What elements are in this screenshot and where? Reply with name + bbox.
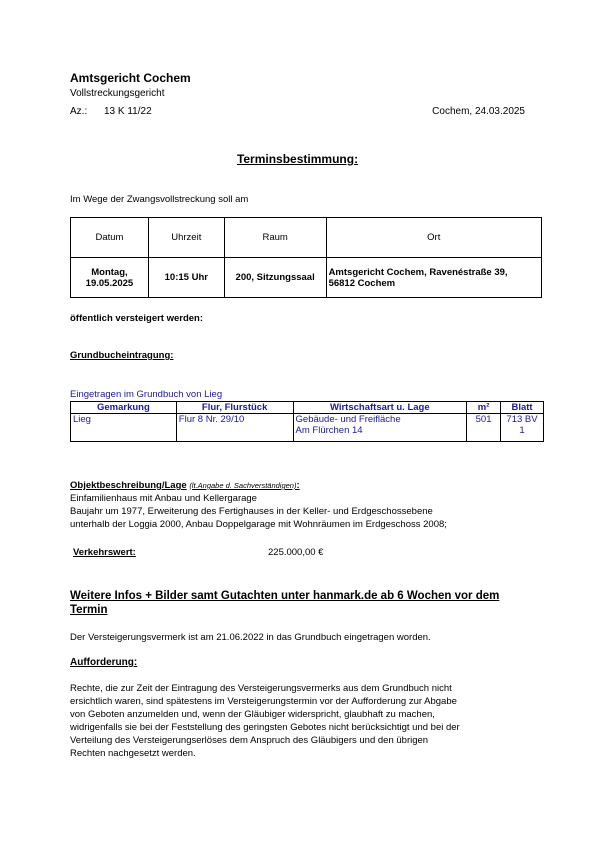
grundbuch-header-flur: Flur, Flurstück xyxy=(176,402,293,414)
grundbuch-header-gemarkung: Gemarkung xyxy=(71,402,177,414)
request-paragraph xyxy=(70,682,540,760)
request-heading: Aufforderung: xyxy=(70,657,138,668)
schedule-place-city: 56812 Cochem xyxy=(328,277,396,289)
request-line: von Geboten anzumelden und, wenn der Gläubiger widerspricht, glaubhaft zu machen, xyxy=(70,709,435,720)
grundbuch-header-blatt: Blatt xyxy=(501,402,544,414)
grundbuch-m2: 501 xyxy=(467,414,501,442)
request-line: widrigenfalls sie bei der Feststellung des geringsten Gebotes nicht berücksichtigt und bei der xyxy=(70,722,460,733)
schedule-date-weekday: Montag, xyxy=(91,266,128,278)
grundbuch-blatt-index: 1 xyxy=(519,425,525,436)
grundbuch-heading: Grundbucheintragung: xyxy=(70,350,174,361)
schedule-time: 10:15 Uhr xyxy=(148,258,224,298)
grundbuch-wirtschaft-type: Gebäude- und Freifläche xyxy=(295,414,401,425)
court-name: Amtsgericht Cochem xyxy=(70,71,191,85)
grundbuch-flur: Flur 8 Nr. 29/10 xyxy=(176,414,293,442)
schedule-date xyxy=(71,258,149,298)
grundbuch-blatt-number: 713 BV xyxy=(506,414,538,425)
grundbuch-wirtschaft-location: Am Flürchen 14 xyxy=(295,425,363,436)
object-heading-title: Objektbeschreibung/Lage xyxy=(70,480,187,491)
request-line: Verteilung des Versteigerungserlöses dem Anspruch des Gläubigers und den übrigen xyxy=(70,735,429,746)
grundbuch-header-wirtschaft: Wirtschaftsart u. Lage xyxy=(293,402,467,414)
more-info-notice: Weitere Infos + Bilder samt Gutachten unter hanmark.de ab 6 Wochen vor dem Termin xyxy=(70,590,500,616)
object-line-2: Baujahr um 1977, Erweiterung des Fertighauses in der Keller- und Erdgeschossebene xyxy=(70,506,433,517)
grundbuch-header-row xyxy=(71,402,544,414)
grundbuch-table xyxy=(70,401,544,442)
request-line: Rechte, die zur Zeit der Eintragung des Versteigerungsvermerks aus dem Grundbuch nicht xyxy=(70,683,452,694)
schedule-row xyxy=(71,258,542,298)
schedule-header-room: Raum xyxy=(224,218,326,258)
auction-statement: öffentlich versteigert werden: xyxy=(70,313,204,324)
schedule-date-day: 19.05.2025 xyxy=(85,277,134,289)
market-value-label: Verkehrswert: xyxy=(73,547,136,558)
page-title xyxy=(0,152,595,166)
intro-text: Im Wege der Zwangsvollstreckung soll am xyxy=(70,194,249,205)
schedule-table xyxy=(70,217,542,298)
schedule-place xyxy=(326,258,541,298)
grundbuch-blatt xyxy=(501,414,544,442)
case-number: 13 K 11/22 xyxy=(104,106,152,117)
place-date: Cochem, 24.03.2025 xyxy=(432,106,525,117)
page-title-text: Terminsbestimmung: xyxy=(236,152,359,166)
grundbuch-header-m2: m² xyxy=(467,402,501,414)
registration-note: Der Versteigerungsvermerk ist am 21.06.2022 in das Grundbuch eingetragen worden. xyxy=(70,632,431,643)
object-line-3: unterhalb der Loggia 2000, Anbau Doppelgarage mit Wohnräumen im Erdgeschoss 2008; xyxy=(70,519,447,530)
schedule-header-place: Ort xyxy=(326,218,541,258)
schedule-room: 200, Sitzungssaal xyxy=(224,258,326,298)
grundbuch-wirtschaft xyxy=(293,414,467,442)
grundbuch-gemarkung: Lieg xyxy=(71,414,177,442)
object-heading xyxy=(70,480,300,491)
schedule-place-street: Amtsgericht Cochem, Ravenéstraße 39, xyxy=(328,266,508,278)
grundbuch-row xyxy=(71,414,544,442)
object-line-1: Einfamilienhaus mit Anbau und Kellergarage xyxy=(70,493,257,504)
schedule-header-date: Datum xyxy=(71,218,149,258)
grundbuch-registered: Eingetragen im Grundbuch von Lieg xyxy=(70,389,223,400)
case-number-label: Az.: xyxy=(70,106,88,117)
schedule-header-time: Uhrzeit xyxy=(148,218,224,258)
object-heading-note: (lt.Angabe d. Sachverständigen) xyxy=(189,481,297,490)
object-heading-colon: : xyxy=(296,480,300,491)
request-line: Rechten nachgesetzt werden. xyxy=(70,748,196,759)
schedule-header-row xyxy=(71,218,542,258)
court-subtitle: Vollstreckungsgericht xyxy=(70,88,165,99)
market-value: 225.000,00 € xyxy=(268,547,324,558)
request-line: ersichtlich waren, sind spätestens im Versteigerungstermin vor der Aufforderung zur Abgabe xyxy=(70,696,457,707)
